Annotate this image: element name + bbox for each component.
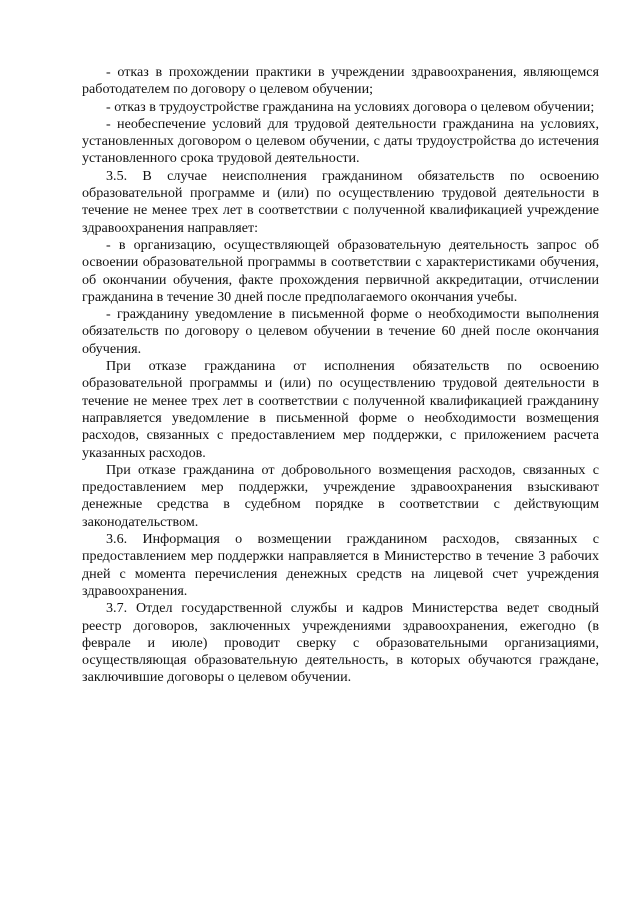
bullet-employment-refusal: - отказ в трудоустройстве гражданина на условиях договора о целевом обучении; xyxy=(106,98,595,115)
bullet-work-conditions: - необеспечение условий для трудовой деятельности гражданина на условиях, установленных договором о целевом обучении, с даты трудоустройства до истечения установленного срока трудовой деятельности. xyxy=(82,115,599,167)
paragraph-refusal-notice: При отказе гражданина от исполнения обязательств по освоению образовательной программы и (или) по осуществлению трудовой деятельности в течение не менее трех лет в соответствии с полученной квалификацией гражданину направляется уведомление в письменной форме о необходимости возмещения расходов, связанных с предоставлением мер поддержки, с приложением расчета указанных расходов. xyxy=(82,358,599,461)
clause-3-5: 3.5. В случае неисполнения гражданином обязательств по освоению образовательной программе и (или) по осуществлению трудовой деятельности в течение не менее трех лет в соответствии с полученной квалификацией учреждение здравоохранения направляет: xyxy=(82,167,599,236)
clause-3-6: 3.6. Информация о возмещении гражданином расходов, связанных с предоставлением мер поддержки направляется в Министерство в течение 3 рабочих дней с момента перечисления денежных средств на лицевой счет учреждения здравоохранения. xyxy=(82,531,599,599)
paragraph-court-recovery: При отказе гражданина от добровольного возмещения расходов, связанных с предоставлением мер поддержки, учреждение здравоохранения взыскивают денежные средства в судебном порядке в соответствии с действующим законодательством. xyxy=(82,461,599,530)
clause-3-7: 3.7. Отдел государственной службы и кадров Министерства ведет сводный реестр договоров, заключенных учреждениями здравоохранения, ежегодно (в феврале и июле) проводит сверку с образовательными организациями, осуществляющая образовательную деятельность, в которых обучаются граждане, заключившие договоры о целевом обучении. xyxy=(82,600,599,686)
bullet-notice-to-citizen: - гражданину уведомление в письменной форме о необходимости выполнения обязательств по договору о целевом обучении в течение 60 дней после окончания обучения. xyxy=(82,306,599,357)
bullet-request-to-organization: - в организацию, осуществляющей образовательную деятельность запрос об освоении образовательной программы в соответствии с характеристиками обучения, об окончании обучения, факте прохождения первичной аккредитации, отчислении гражданина в течение 30 дней после предполагаемого окончания учебы. xyxy=(82,236,599,305)
document-body xyxy=(82,64,599,687)
bullet-practice-refusal: - отказ в прохождении практики в учреждении здравоохранения, являющемся работодателем по договору о целевом обучении; xyxy=(82,64,599,98)
